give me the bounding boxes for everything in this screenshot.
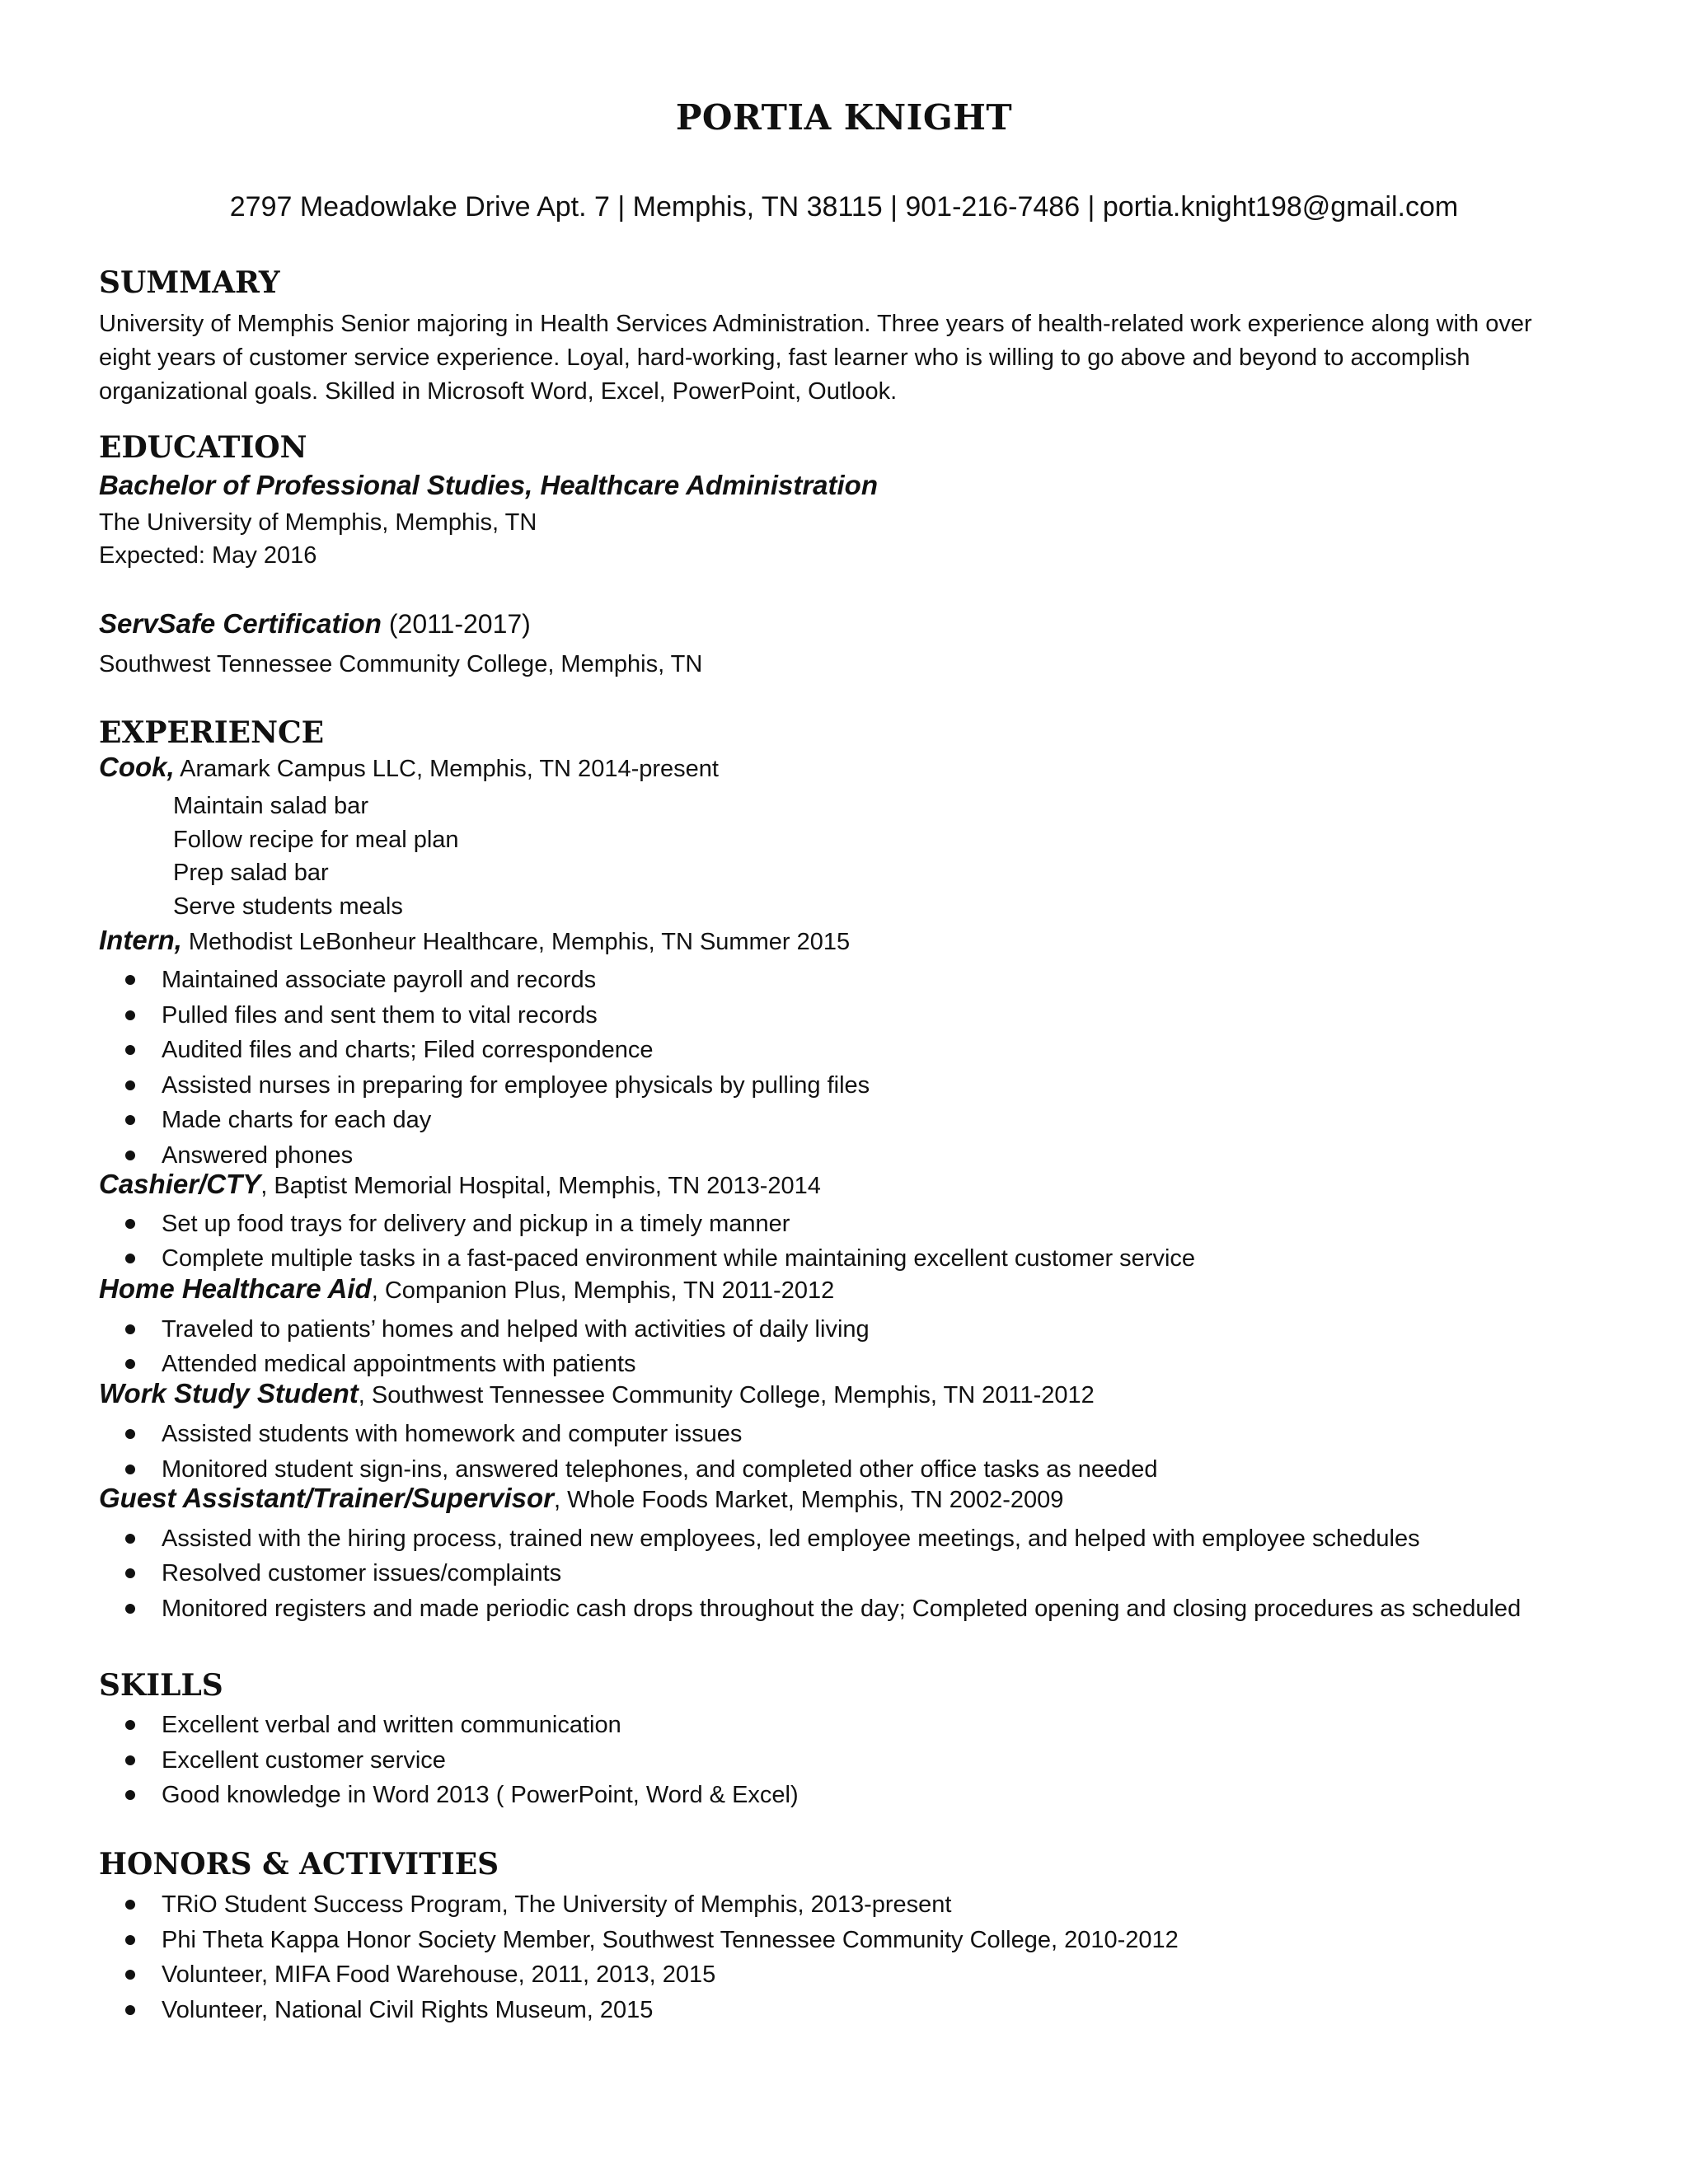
bullet-dot	[125, 1324, 135, 1334]
job-title: Guest Assistant/Trainer/Supervisor	[99, 1483, 555, 1513]
bullet-dot	[125, 1151, 135, 1160]
bullet-dot	[125, 1465, 135, 1474]
bullet-dot	[125, 1935, 135, 1945]
bullet-dot	[125, 1534, 135, 1544]
job-title: Work Study Student	[99, 1378, 359, 1408]
bullet-dot	[125, 1045, 135, 1055]
bullet-dot	[125, 1900, 135, 1910]
job-title: Home Healthcare Aid	[99, 1273, 372, 1304]
bullet-dot	[125, 1720, 135, 1730]
job-title: Cook,	[99, 752, 175, 782]
job-home-healthcare-aid	[99, 1273, 834, 1305]
bullet-dot	[125, 1755, 135, 1765]
job-detail: , Baptist Memorial Hospital, Memphis, TN 2013-2014	[260, 1173, 821, 1199]
bullet-dot	[125, 1790, 135, 1800]
bullet-dot	[125, 2005, 135, 2015]
cert-school: Southwest Tennessee Community College, Memphis, TN	[99, 651, 703, 677]
cert-title-row	[99, 608, 531, 640]
job-intern	[99, 925, 850, 956]
bullet-dot	[125, 1080, 135, 1090]
education-heading: EDUCATION	[99, 430, 307, 465]
bullet-dot	[125, 1254, 135, 1263]
job-cashier	[99, 1169, 821, 1200]
bullet-dot	[125, 975, 135, 985]
bullet-dot	[125, 1429, 135, 1439]
cert-title: ServSafe Certification	[99, 608, 382, 639]
duty-item: Maintain salad bar	[173, 793, 368, 819]
cert-years: (2011-2017)	[381, 609, 531, 639]
duty-item: Serve students meals	[173, 893, 403, 920]
job-detail: , Companion Plus, Memphis, TN 2011-2012	[371, 1277, 835, 1304]
job-detail: Methodist LeBonheur Healthcare, Memphis, TN Summer 2015	[181, 929, 851, 955]
degree-expected: Expected: May 2016	[99, 542, 317, 569]
contact-line: 2797 Meadowlake Drive Apt. 7 | Memphis, TN 38115 | 901-216-7486 | portia.knight198@gmail.com	[229, 191, 1459, 223]
bullet-dot	[125, 1115, 135, 1125]
job-work-study	[99, 1378, 1095, 1409]
job-detail: , Whole Foods Market, Memphis, TN 2002-2009	[554, 1487, 1064, 1513]
job-cook	[99, 752, 719, 783]
duty-item: Follow recipe for meal plan	[173, 827, 459, 853]
honors-heading: HONORS & ACTIVITIES	[99, 1847, 499, 1882]
bullet-dot	[125, 1604, 135, 1614]
bullet-dot	[125, 1970, 135, 1980]
job-title: Cashier/CTY	[99, 1169, 261, 1199]
skills-heading: SKILLS	[99, 1668, 223, 1703]
bullet-dot	[125, 1359, 135, 1369]
summary-text: University of Memphis Senior majoring in Health Services Administration. Three years of health-related work experience along with over eight years of customer service experience. Loyal, hard-working, fast learner who is willing to go above and beyond to accomplish organizational goals. Skilled in Microsoft Word, Excel, PowerPoint, Outlook.	[99, 311, 1532, 405]
duty-item: Prep salad bar	[173, 860, 329, 886]
experience-heading: EXPERIENCE	[99, 715, 325, 750]
degree-title: Bachelor of Professional Studies, Healthcare Administration	[99, 470, 878, 500]
summary-heading: SUMMARY	[99, 265, 280, 300]
resume-page: PORTIA KNIGHT 2797 Meadowlake Drive Apt. 7 | Memphis, TN 38115 | 901-216-7486 | portia.knight198@gmail.com SUMMARY University of Memphis Senior majoring in Health Services Administration. Three years of health-related work experience along with over eight years of customer service experience. Loyal, hard-working, fast learner who is willing to go above and beyond to accomplish organizational goals. Skilled in Microsoft Word, Excel, PowerPoint, Outlook. EDUCATION Bachelor of Professional Studies, Healthcare Administration The University of Memphis, Memphis, TN Expected: May 2016 ServSafe Certification (2011-2017) Southwest Tennessee Community College, Memphis, TN EXPERIENCE Cook, Aramark Campus LLC, Memphis, TN 2014-present Maintain salad bar Follow recipe for meal plan Prep salad bar Serve students meals Intern, Methodist LeBonheur Healthcare, Memphis, TN Summer 2015 Maintained associate payroll and records Pulled files and sent them to vital records Audited files and charts; Filed correspondence Assisted nurses in preparing for employee physicals by pulling files Made charts for each day Answered phones Cashier/CTY, Baptist Memorial Hospital, Memphis, TN 2013-2014 Set up food trays for delivery and pickup in a timely manner Complete multiple tasks in a fast-paced environment while maintaining excellent customer service Home Healthcare Aid, Companion Plus, Memphis, TN 2011-2012 Traveled to patients’ homes and helped with activities of daily living Attended medical appointments with patients Work Study Student, Southwest Tennessee Community College, Memphis, TN 2011-2012 Assisted students with homework and computer issues Monitored student sign-ins, answered telephones, and completed other office tasks as needed Guest Assistant/Trainer/Supervisor, Whole Foods Market, Memphis, TN 2002-2009 Assisted with the hiring process, trained new employees, led employee meetings, and helped with employee schedules Resolved customer issues/complaints Monitored registers and made periodic cash drops throughout the day; Completed opening and closing procedures as scheduled SKILLS Excellent verbal and written communication Excellent customer service Good knowledge in Word 2013 ( PowerPoint, Word & Excel) HONORS & ACTIVITIES TRiO Student Success Program, The University of Memphis, 2013-present Phi Theta Kappa Honor Society Member, Southwest Tennessee Community College, 2010-2012 Volunteer, MIFA Food Warehouse, 2011, 2013, 2015 Volunteer, National Civil Rights Museum, 2015	[0, 0, 1688, 2184]
bullet-dot	[125, 1010, 135, 1020]
degree-school: The University of Memphis, Memphis, TN	[99, 509, 537, 536]
bullet-dot	[125, 1568, 135, 1578]
candidate-name: PORTIA KNIGHT	[675, 97, 1013, 138]
job-detail: Aramark Campus LLC, Memphis, TN 2014-present	[174, 756, 719, 782]
bullet-dot	[125, 1219, 135, 1229]
job-guest-assistant	[99, 1483, 1063, 1514]
job-title: Intern,	[99, 925, 182, 955]
degree-title-row	[99, 470, 878, 501]
job-detail: , Southwest Tennessee Community College, Memphis, TN 2011-2012	[358, 1382, 1095, 1408]
